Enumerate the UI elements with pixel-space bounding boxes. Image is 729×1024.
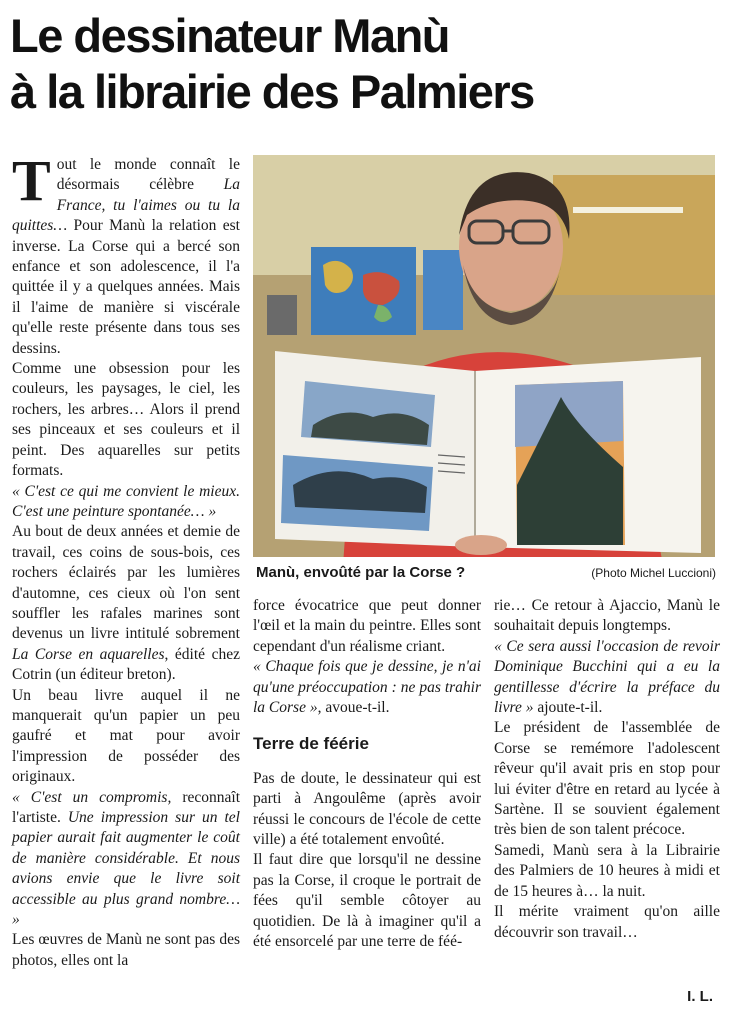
headline (10, 8, 722, 120)
text-run-italic: Une impression sur un tel papier aurait fait augmenter le coût de manière considérable. Et nous avions envie que le livre soit accessible au plus grand nombre… » (12, 809, 240, 929)
caption-text: Manù, envoûté par la Corse ? (256, 564, 466, 581)
article-photo (253, 155, 715, 557)
book-title: La Corse en aquarelles (12, 645, 165, 663)
drop-cap: T (12, 148, 51, 213)
paragraph: Il faut dire que lorsqu'il ne dessine pas la Corse, il croque le portrait de fées qu'il semble côtoyer au quotidien. De là à imaginer qu'il a été ensorcelé par une terre de féé- (253, 851, 481, 951)
paragraph: Il mérite vraiment qu'on aille découvrir son travail… (494, 903, 720, 941)
paragraph: rie… Ce retour à Ajaccio, Manù le souhaitait depuis longtemps. (494, 597, 720, 635)
column-3 (494, 596, 720, 943)
paragraph (12, 148, 240, 359)
text-run: Pour Manù la relation est inverse. La Corse qui a bercé son enfance et son adolescence, il l'a quittée il y a quelques années. Mais il l'aime de manière si viscérale qu'elle reste présente dans tous ses dessins. (12, 217, 240, 357)
headline-line-2: à la librairie des Palmiers (10, 65, 534, 118)
text-run: ajoute-t-il. (533, 699, 603, 717)
photo-credit: (Photo Michel Luccioni) (591, 566, 716, 580)
photo-caption (256, 562, 716, 584)
paragraph: Un beau livre auquel il ne manquerait qu'un papier un peu gaufré et mat pour avoir l'impression de posséder des originaux. (12, 686, 240, 786)
paragraph: Comme une obsession pour les couleurs, les paysages, le ciel, les rochers, les arbres… Alors il prend ses pinceaux et ses couleurs et il peint. Des aquarelles sur petits formats. (12, 360, 240, 480)
headline-line-1: Le dessinateur Manù (10, 9, 449, 62)
author-signature: I. L. (687, 988, 713, 1005)
paragraph: Le président de l'assemblée de Corse se remémore l'adolescent rêveur qu'il avait pris en stop pour lui éviter d'être en retard au lycée à Sartène. Il se souvient également très bien de son talent précoce. (494, 719, 720, 839)
paragraph: Les œuvres de Manù ne sont pas des photos, elles ont la (12, 931, 240, 969)
paragraph: Samedi, Manù sera à la Librairie des Palmiers de 10 heures à midi et de 15 heures à… la nuit. (494, 841, 720, 900)
paragraph: Pas de doute, le dessinateur qui est parti à Angoulême (après avoir réussi le concours de l'école de cette ville) a été totalement envoûté. (253, 769, 481, 849)
photo-illustration (253, 155, 715, 557)
text-run-italic: « C'est un compromis, (12, 788, 172, 806)
text-run-italic: La France, tu l'aimes ou tu la quittes… (12, 176, 240, 235)
column-1 (12, 148, 240, 971)
subheading: Terre de féérie (253, 734, 369, 754)
text-run: , édité chez Cotrin (un éditeur breton). (12, 645, 240, 684)
quote (494, 637, 720, 719)
quote (12, 482, 240, 523)
text-run: reconnaît l'artiste. (12, 788, 240, 826)
text-run: Au bout de deux années et demie de travail, ces coins de sous-bois, ces rochers éclairés par les lumières d'automne, ces cieux où l'on sent souffler les rafales marines sont devenus un livre intitulé sobrement (12, 523, 240, 643)
paragraph (12, 522, 240, 685)
text-run-italic: « C'est ce qui me convient le mieux. C'est une peinture spontanée… » (12, 482, 240, 520)
text-run-italic: « Ce sera aussi l'occasion de revoir Dominique Bucchini qui a eu la gentillesse d'écrire la préface du livre » (494, 637, 720, 717)
paragraph: force évocatrice que peut donner l'œil et la main du peintre. Elles sont cependant d'un réalisme criant. (253, 597, 481, 655)
text-run-italic: « Chaque fois que je dessine, je n'ai qu'une préoccupation : ne pas trahir la Corse » (253, 658, 481, 717)
text-run: , avoue-t-il. (317, 699, 390, 717)
column-2 (253, 596, 481, 953)
quote (253, 657, 481, 718)
quote (12, 788, 240, 931)
text-run: out le monde connaît le désormais célèbre (56, 156, 240, 194)
